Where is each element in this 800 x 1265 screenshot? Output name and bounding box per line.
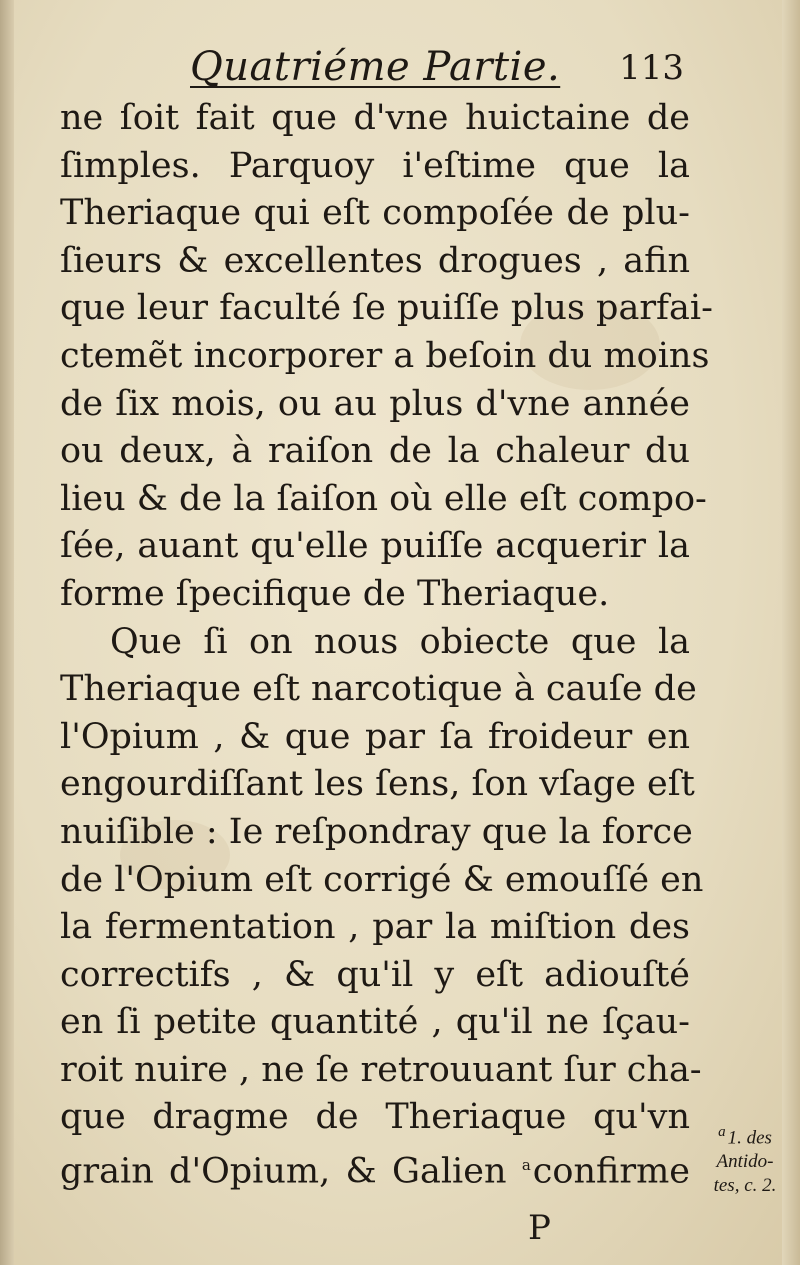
marginal-note-mark: a xyxy=(718,1124,726,1140)
page-number: 113 xyxy=(619,48,684,88)
text-line: nuiſible : Ie reſpondray que la force xyxy=(60,811,693,852)
page-fore-edge xyxy=(782,0,800,1265)
marginal-note-line: Antido- xyxy=(716,1151,774,1173)
marginal-note-line: $^a$ 1. des xyxy=(718,1124,772,1149)
note-reference-mark: a xyxy=(521,1156,531,1175)
body-text xyxy=(60,95,713,1192)
text-line: ne ſoit fait que d'vne huictaine de xyxy=(60,98,690,138)
text-line-end: confirme xyxy=(532,1151,690,1192)
running-head: Quatriéme Partie. xyxy=(190,44,561,90)
page-gutter-shadow xyxy=(0,0,14,1265)
text-line: de l'Opium eſt corrigé & emouſſé en xyxy=(60,859,704,900)
text-line: la fermentation , par la miſtion des xyxy=(60,907,690,948)
page-header xyxy=(60,40,690,100)
marginal-note xyxy=(700,1120,790,1198)
text-line: engourdiſſant les ſens, ſon vſage eſt xyxy=(60,764,695,805)
text-line: que dragme de Theriaque qu'vn xyxy=(60,1097,690,1138)
text-line: correctifs , & qu'il y eſt adiouſté xyxy=(60,954,690,995)
text-line: ſée, auant qu'elle puiſſe acquerir la xyxy=(60,526,690,567)
text-line: lieu & de la ſaiſon où elle eſt compo- xyxy=(60,478,707,519)
text-line-start: grain d'Opium, & Galien xyxy=(60,1151,507,1192)
marginal-note-line: tes, c. 2. xyxy=(713,1175,777,1197)
text-line xyxy=(60,1142,690,1190)
text-line: que leur faculté ſe puiſſe plus parfai- xyxy=(60,288,713,329)
text-line: de ſix mois, ou au plus d'vne année xyxy=(60,383,690,424)
text-line: ou deux, à raiſon de la chaleur du xyxy=(60,431,690,472)
text-line: roit nuire , ne ſe retrouuant ſur cha- xyxy=(60,1049,702,1090)
text-line: Que ſi on nous obiecte que la xyxy=(110,621,690,662)
text-line: en ſi petite quantité , qu'il ne ſçau- xyxy=(60,1002,690,1043)
text-line: ſieurs & excellentes drogues , afin xyxy=(60,240,690,281)
text-line: ſimples. Parquoy i'eſtime que la xyxy=(60,145,690,186)
text-line: forme ſpecifique de Theriaque. xyxy=(60,573,610,614)
text-line: l'Opium , & que par ſa froideur en xyxy=(60,716,690,757)
signature-mark: P xyxy=(528,1208,551,1248)
text-line: Theriaque qui eſt compoſée de plu- xyxy=(60,193,690,234)
text-line: ctemẽt incorporer a beſoin du moins xyxy=(60,335,710,376)
text-line: Theriaque eſt narcotique à cauſe de xyxy=(60,669,697,710)
